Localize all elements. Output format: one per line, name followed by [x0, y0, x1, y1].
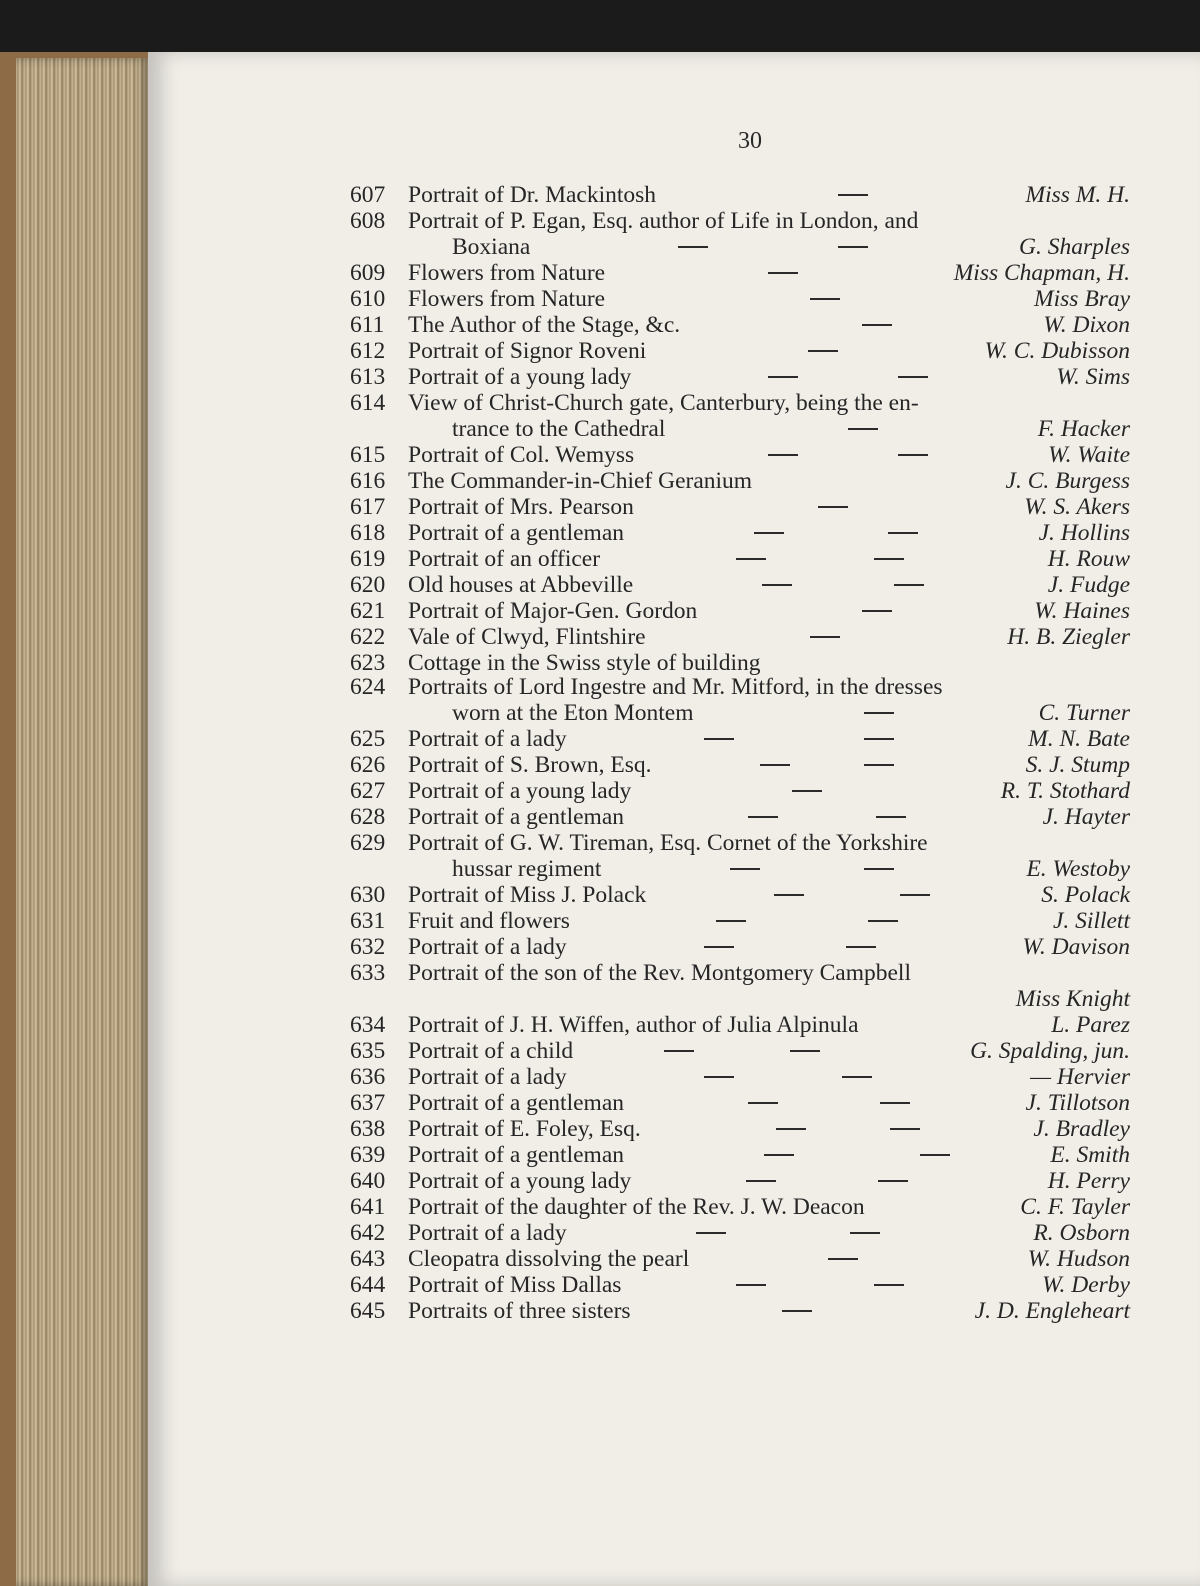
entry-number: 634: [350, 1012, 386, 1038]
separator-dash: [888, 532, 918, 534]
separator-dash: [768, 454, 798, 456]
separator-dash: [790, 1050, 820, 1052]
entry-title: Portrait of the son of the Rev. Montgomery Campbell: [408, 960, 911, 986]
entry-number: 629: [350, 830, 386, 856]
list-item: [350, 390, 1130, 416]
entry-number: 613: [350, 364, 386, 390]
entry-number: 617: [350, 494, 386, 520]
entry-title: Portrait of a lady: [408, 726, 567, 752]
entry-number: 635: [350, 1038, 386, 1064]
entry-number: 642: [350, 1220, 386, 1246]
separator-dash: [876, 816, 906, 818]
separator-dash: [736, 1284, 766, 1286]
list-item: [350, 1272, 1130, 1298]
entry-artist: W. Haines: [1034, 598, 1130, 624]
list-item: [350, 208, 1130, 234]
entry-artist: W. Waite: [1048, 442, 1130, 468]
entry-artist: W. Davison: [1022, 934, 1130, 960]
list-item: [350, 442, 1130, 468]
separator-dash: [890, 1128, 920, 1130]
entry-title: Portrait of Signor Roveni: [408, 338, 647, 364]
list-item: [350, 598, 1130, 624]
entry-title: Portrait of a gentleman: [408, 520, 624, 546]
entry-artist: H. Perry: [1047, 1168, 1130, 1194]
entry-artist: G. Spalding, jun.: [970, 1038, 1130, 1064]
separator-dash: [846, 946, 876, 948]
entry-number: 610: [350, 286, 386, 312]
entry-number: 618: [350, 520, 386, 546]
list-item: [350, 624, 1130, 650]
entry-title: Portrait of J. H. Wiffen, author of Julia Alpinula: [408, 1012, 859, 1038]
entry-title: trance to the Cathedral: [452, 416, 666, 442]
entry-title: Cleopatra dissolving the pearl: [408, 1246, 690, 1272]
entry-artist: F. Hacker: [1037, 416, 1130, 442]
separator-dash: [762, 584, 792, 586]
separator-dash: [704, 1076, 734, 1078]
entry-title: Portrait of a gentleman: [408, 1142, 624, 1168]
entry-title: Portrait of E. Foley, Esq.: [408, 1116, 641, 1142]
list-item: [350, 1246, 1130, 1272]
entry-number: 631: [350, 908, 386, 934]
separator-dash: [808, 350, 838, 352]
list-item: [350, 934, 1130, 960]
separator-dash: [878, 1180, 908, 1182]
entry-title: Portrait of Mrs. Pearson: [408, 494, 634, 520]
list-item: [350, 182, 1130, 208]
separator-dash: [848, 428, 878, 430]
entry-title: Portrait of Major-Gen. Gordon: [408, 598, 698, 624]
list-item: [350, 1090, 1130, 1116]
entry-title: The Commander-in-Chief Geranium: [408, 468, 753, 494]
entry-number: 625: [350, 726, 386, 752]
separator-dash: [898, 376, 928, 378]
separator-dash: [874, 558, 904, 560]
entry-title: Portrait of a child: [408, 1038, 574, 1064]
list-item: [350, 546, 1130, 572]
separator-dash: [818, 506, 848, 508]
entry-title: Portraits of three sisters: [408, 1298, 631, 1324]
list-item: [350, 1220, 1130, 1246]
list-item: [350, 1168, 1130, 1194]
list-item: [350, 338, 1130, 364]
entry-artist: M. N. Bate: [1028, 726, 1130, 752]
separator-dash: [774, 894, 804, 896]
list-item: [350, 364, 1130, 390]
entry-artist: Miss Chapman, H.: [953, 260, 1130, 286]
entry-number: 632: [350, 934, 386, 960]
entry-number: 624: [350, 674, 386, 700]
entry-title: Portrait of a lady: [408, 1220, 567, 1246]
separator-dash: [864, 738, 894, 740]
entry-artist: W. Hudson: [1027, 1246, 1130, 1272]
entry-artist: J. D. Engleheart: [974, 1298, 1130, 1324]
separator-dash: [748, 816, 778, 818]
entry-title: Portrait of a gentleman: [408, 1090, 624, 1116]
entry-title: Flowers from Nature: [408, 286, 606, 312]
list-item: [350, 908, 1130, 934]
entry-title: Portrait of Miss J. Polack: [408, 882, 647, 908]
entry-title: Portrait of Miss Dallas: [408, 1272, 622, 1298]
entry-artist: G. Sharples: [1019, 234, 1130, 260]
entry-title: The Author of the Stage, &c.: [408, 312, 681, 338]
entry-title: Portrait of P. Egan, Esq. author of Life in London, and: [408, 208, 919, 234]
entry-artist: Miss M. H.: [1025, 182, 1130, 208]
entry-artist: R. Osborn: [1033, 1220, 1130, 1246]
entry-artist: — Hervier: [1030, 1064, 1130, 1090]
entry-number: 628: [350, 804, 386, 830]
entry-number: 620: [350, 572, 386, 598]
entry-number: 637: [350, 1090, 386, 1116]
entry-title: Portrait of a lady: [408, 1064, 567, 1090]
entry-number: 630: [350, 882, 386, 908]
entry-number: 615: [350, 442, 386, 468]
separator-dash: [760, 764, 790, 766]
separator-dash: [792, 790, 822, 792]
entry-title: Portrait of S. Brown, Esq.: [408, 752, 652, 778]
separator-dash: [768, 272, 798, 274]
entry-number: 608: [350, 208, 386, 234]
separator-dash: [776, 1128, 806, 1130]
list-item: [350, 960, 1130, 986]
separator-dash: [838, 246, 868, 248]
separator-dash: [748, 1102, 778, 1104]
separator-dash: [862, 610, 892, 612]
list-item: [350, 416, 1130, 442]
separator-dash: [704, 738, 734, 740]
entry-number: 609: [350, 260, 386, 286]
separator-dash: [782, 1310, 812, 1312]
separator-dash: [704, 946, 734, 948]
entry-number: 623: [350, 650, 386, 676]
entry-artist: Miss Bray: [1034, 286, 1130, 312]
list-item: [350, 1142, 1130, 1168]
list-item: [350, 260, 1130, 286]
entry-artist: R. T. Stothard: [1000, 778, 1130, 804]
entry-number: 641: [350, 1194, 386, 1220]
entry-number: 612: [350, 338, 386, 364]
entry-title: Fruit and flowers: [408, 908, 570, 934]
list-item: [350, 520, 1130, 546]
entry-artist: H. Rouw: [1047, 546, 1130, 572]
entry-artist: C. F. Tayler: [1020, 1194, 1130, 1220]
entry-number: 616: [350, 468, 386, 494]
entry-number: 639: [350, 1142, 386, 1168]
list-item: [350, 1298, 1130, 1324]
separator-dash: [864, 868, 894, 870]
separator-dash: [868, 920, 898, 922]
list-item: [350, 856, 1130, 882]
entry-number: 633: [350, 960, 386, 986]
list-item: [350, 468, 1130, 494]
entry-number: 607: [350, 182, 386, 208]
separator-dash: [754, 532, 784, 534]
entry-title: View of Christ-Church gate, Canterbury, being the en-: [408, 390, 919, 416]
separator-dash: [920, 1154, 950, 1156]
entry-artist: J. Fudge: [1047, 572, 1130, 598]
entry-number: 638: [350, 1116, 386, 1142]
list-item: [350, 778, 1130, 804]
entry-artist: J. Bradley: [1033, 1116, 1130, 1142]
separator-dash: [736, 558, 766, 560]
separator-dash: [768, 376, 798, 378]
list-item: [350, 494, 1130, 520]
entry-number: 619: [350, 546, 386, 572]
entry-number: 621: [350, 598, 386, 624]
entry-title: Portrait of Col. Wemyss: [408, 442, 635, 468]
entry-title: Portrait of a gentleman: [408, 804, 624, 830]
separator-dash: [716, 920, 746, 922]
list-item: [350, 986, 1130, 1012]
page-number: 30: [738, 128, 762, 154]
list-item: [350, 312, 1130, 338]
entry-title: Portrait of a young lady: [408, 778, 632, 804]
separator-dash: [730, 868, 760, 870]
entry-number: 636: [350, 1064, 386, 1090]
list-item: [350, 1116, 1130, 1142]
entry-title: Portrait of G. W. Tireman, Esq. Cornet of the Yorkshire: [408, 830, 928, 856]
entry-title: Portrait of a lady: [408, 934, 567, 960]
separator-dash: [894, 584, 924, 586]
entry-title: Old houses at Abbeville: [408, 572, 634, 598]
separator-dash: [864, 712, 894, 714]
entry-artist: W. S. Akers: [1024, 494, 1130, 520]
entry-title: Portraits of Lord Ingestre and Mr. Mitford, in the dresses: [408, 674, 943, 700]
entry-artist: H. B. Ziegler: [1007, 624, 1130, 650]
entry-number: 644: [350, 1272, 386, 1298]
entry-title: Cottage in the Swiss style of building: [408, 650, 761, 676]
separator-dash: [838, 194, 868, 196]
entry-number: 627: [350, 778, 386, 804]
entry-number: 614: [350, 390, 386, 416]
separator-dash: [842, 1076, 872, 1078]
entry-number: 643: [350, 1246, 386, 1272]
entry-artist: W. Derby: [1042, 1272, 1130, 1298]
list-item: [350, 1064, 1130, 1090]
entry-artist: J. Hayter: [1042, 804, 1130, 830]
entry-artist: E. Smith: [1050, 1142, 1130, 1168]
entry-artist: L. Parez: [1051, 1012, 1130, 1038]
list-item: [350, 234, 1130, 260]
entry-artist: W. Sims: [1056, 364, 1130, 390]
separator-dash: [862, 324, 892, 326]
entry-title: Portrait of a young lady: [408, 1168, 632, 1194]
list-item: [350, 674, 1130, 700]
entry-artist: C. Turner: [1038, 700, 1130, 726]
entry-artist: S. J. Stump: [1025, 752, 1130, 778]
entry-artist: W. Dixon: [1043, 312, 1130, 338]
list-item: [350, 572, 1130, 598]
entry-number: 640: [350, 1168, 386, 1194]
entry-title: Portrait of an officer: [408, 546, 601, 572]
entry-artist: Miss Knight: [1015, 986, 1130, 1012]
separator-dash: [900, 894, 930, 896]
entry-title: Vale of Clwyd, Flintshire: [408, 624, 646, 650]
separator-dash: [874, 1284, 904, 1286]
entry-title: Portrait of a young lady: [408, 364, 632, 390]
separator-dash: [864, 764, 894, 766]
list-item: [350, 1038, 1130, 1064]
separator-dash: [828, 1258, 858, 1260]
entry-artist: J. Sillett: [1052, 908, 1130, 934]
entry-number: 645: [350, 1298, 386, 1324]
list-item: [350, 1194, 1130, 1220]
list-item: [350, 700, 1130, 726]
separator-dash: [746, 1180, 776, 1182]
entry-artist: W. C. Dubisson: [984, 338, 1130, 364]
entry-title: Portrait of Dr. Mackintosh: [408, 182, 657, 208]
list-item: [350, 1012, 1130, 1038]
list-item: [350, 286, 1130, 312]
list-item: [350, 882, 1130, 908]
separator-dash: [678, 246, 708, 248]
entry-number: 626: [350, 752, 386, 778]
separator-dash: [810, 298, 840, 300]
entry-title: worn at the Eton Montem: [452, 700, 694, 726]
separator-dash: [764, 1154, 794, 1156]
entry-title: hussar regiment: [452, 856, 602, 882]
entry-number: 622: [350, 624, 386, 650]
separator-dash: [664, 1050, 694, 1052]
entry-number: 611: [350, 312, 385, 338]
entry-title: Boxiana: [452, 234, 531, 260]
list-item: [350, 830, 1130, 856]
list-item: [350, 726, 1130, 752]
entry-title: Portrait of the daughter of the Rev. J. W. Deacon: [408, 1194, 865, 1220]
separator-dash: [810, 636, 840, 638]
separator-dash: [880, 1102, 910, 1104]
entry-artist: J. Hollins: [1038, 520, 1130, 546]
entry-artist: S. Polack: [1041, 882, 1130, 908]
list-item: [350, 752, 1130, 778]
list-item: [350, 804, 1130, 830]
list-item: [350, 650, 1130, 676]
separator-dash: [850, 1232, 880, 1234]
separator-dash: [696, 1232, 726, 1234]
separator-dash: [898, 454, 928, 456]
entry-artist: J. C. Burgess: [1005, 468, 1130, 494]
entry-title: Flowers from Nature: [408, 260, 606, 286]
entry-artist: J. Tillotson: [1025, 1090, 1130, 1116]
entry-artist: E. Westoby: [1026, 856, 1130, 882]
